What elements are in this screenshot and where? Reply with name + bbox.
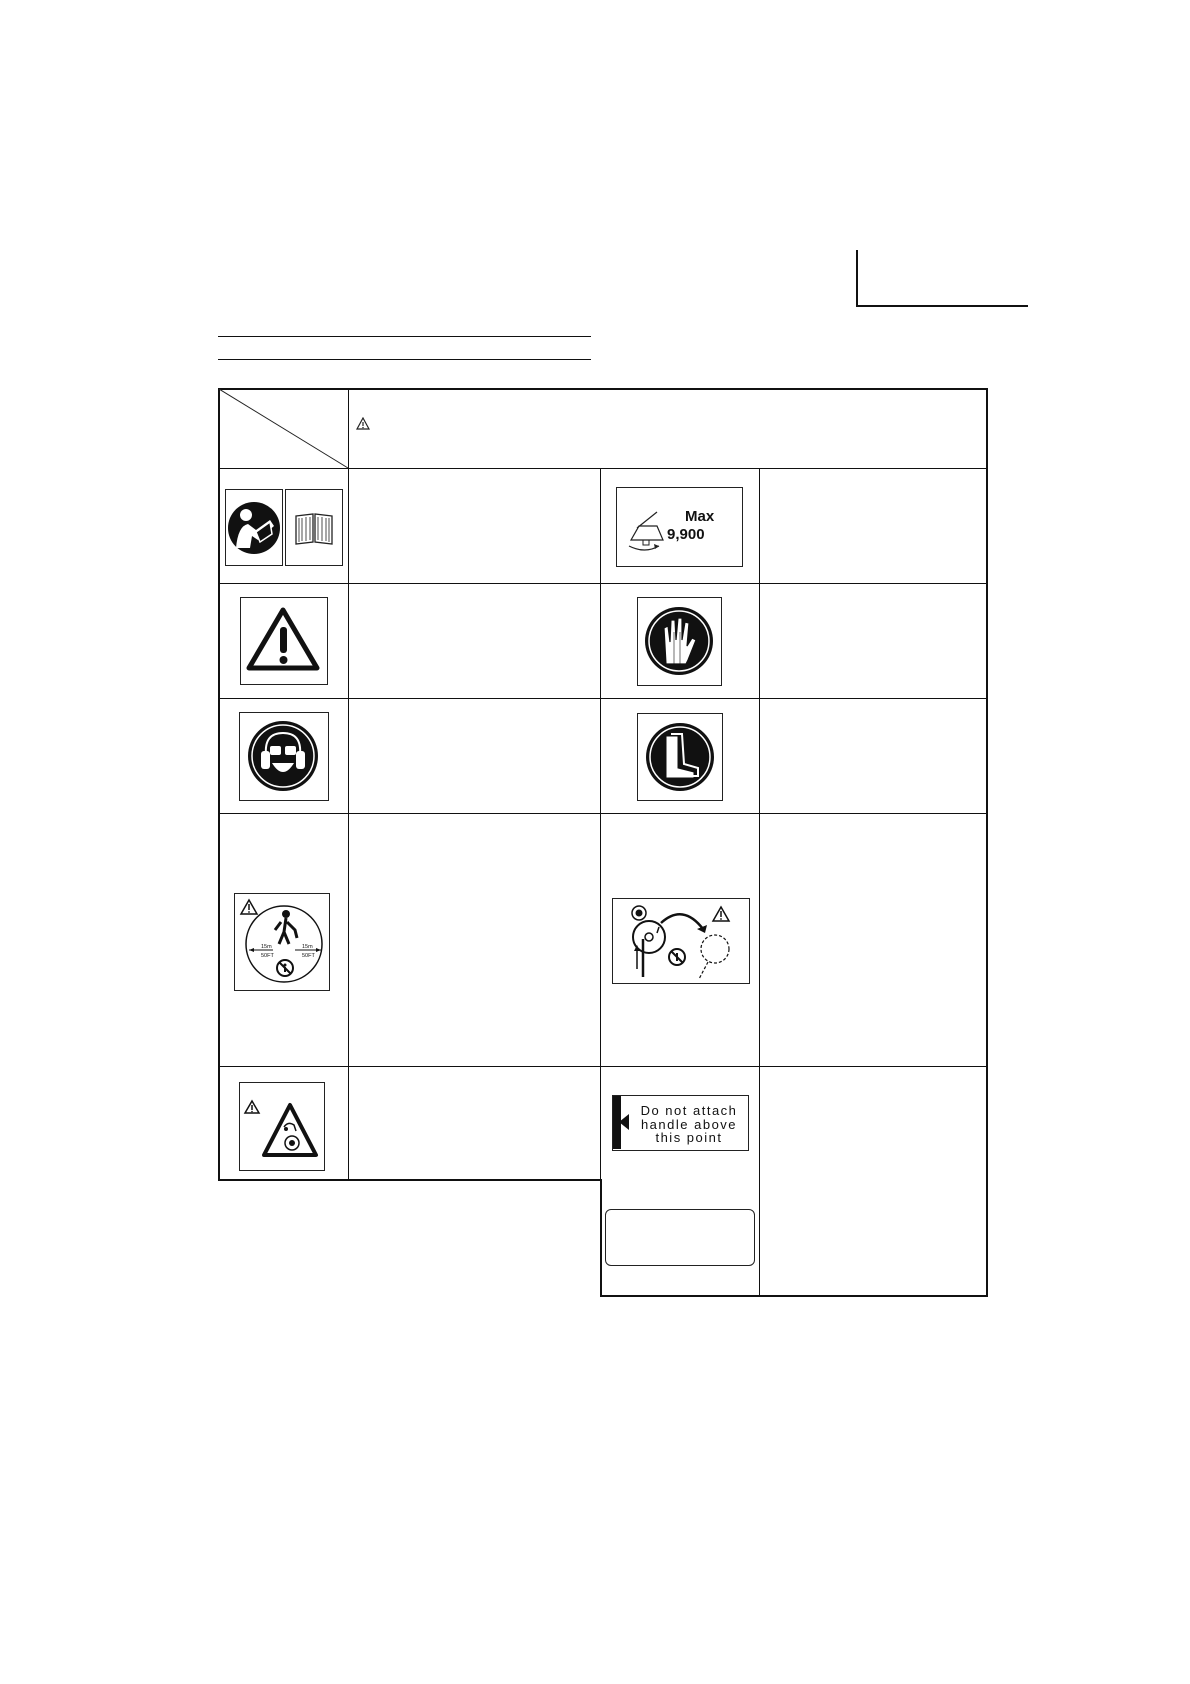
boots-icon xyxy=(637,713,723,801)
gloves-icon xyxy=(637,597,722,686)
row-line-4 xyxy=(219,813,987,814)
page-box-bottom-line xyxy=(856,305,1028,307)
keep-distance-15m-icon xyxy=(234,893,330,991)
header-diagonal xyxy=(219,389,349,469)
row-line-3 xyxy=(219,698,987,699)
handle-position-label-icon xyxy=(612,1095,749,1151)
page-box-left-line xyxy=(856,250,858,307)
col-line-1 xyxy=(348,389,349,1181)
eye-ear-protection-icon xyxy=(239,712,329,801)
row-line-2 xyxy=(219,583,987,584)
handle-label-arrow-icon xyxy=(619,1112,629,1132)
manual-book-icon xyxy=(285,489,343,566)
table-right-border xyxy=(986,388,988,1297)
table-bottom-right-border xyxy=(600,1295,988,1297)
rpm-max-label-icon xyxy=(616,487,743,567)
rpm-value-text: 9,900 xyxy=(667,526,705,543)
handle-label-line3: this point xyxy=(655,1130,723,1145)
col-line-2 xyxy=(600,468,601,1180)
blank-label-icon xyxy=(605,1209,755,1266)
handle-label-line2: handle above xyxy=(640,1116,738,1132)
rpm-max-text: Max xyxy=(685,508,715,525)
warning-triangle-icon xyxy=(240,597,328,685)
distance-left-text: 15m xyxy=(261,944,272,950)
table-header-cell xyxy=(356,417,976,437)
handle-label-line1: Do not attach xyxy=(640,1103,738,1118)
distance-left-ft-text: 50FT xyxy=(261,953,274,959)
warning-triangle-small-icon xyxy=(356,417,370,430)
distance-right-ft-text: 50FT xyxy=(302,953,315,959)
title-line-2 xyxy=(218,359,591,360)
distance-right-text: 15m xyxy=(302,944,313,950)
blade-rotation-icon xyxy=(612,898,750,984)
handle-label-text xyxy=(633,1104,745,1145)
col-line-3 xyxy=(759,468,760,1297)
row-line-5 xyxy=(219,1066,987,1067)
title-line-1 xyxy=(218,336,591,337)
table-left-border xyxy=(218,388,220,1181)
table-lower-left-border xyxy=(600,1179,602,1297)
table-bottom-left-border xyxy=(218,1179,601,1181)
read-manual-icon xyxy=(225,489,283,566)
thrown-objects-icon xyxy=(239,1082,325,1171)
row-line-1 xyxy=(219,468,987,469)
